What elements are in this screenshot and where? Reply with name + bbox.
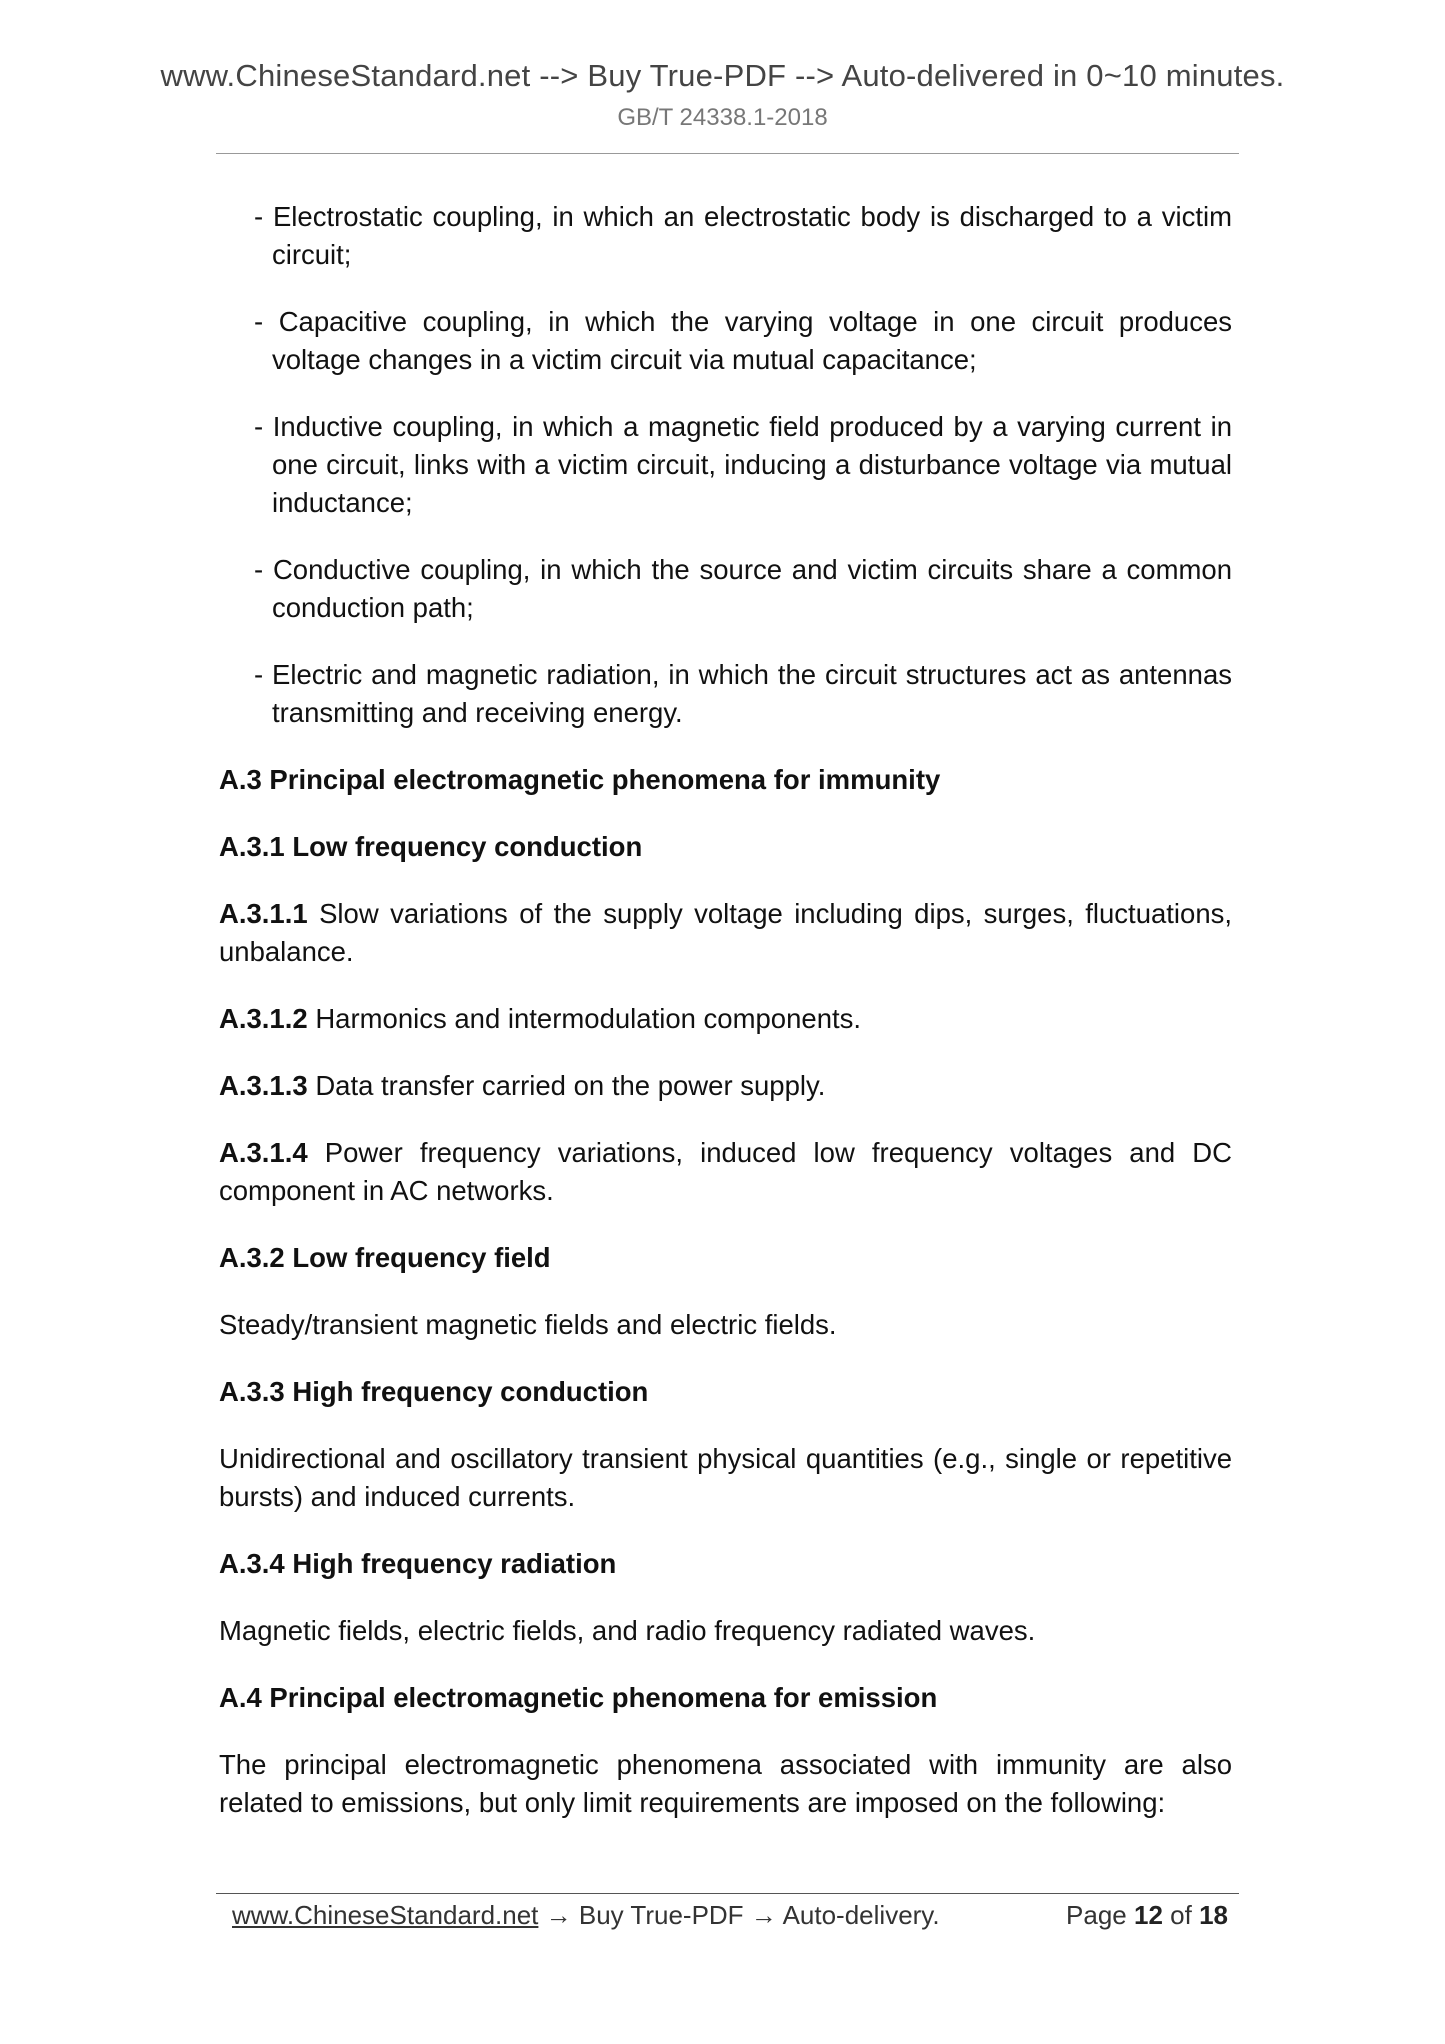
- bullet-conductive: - Conductive coupling, in which the source and victim circuits share a common conduction path;: [254, 554, 1232, 623]
- bullet-electrostatic: - Electrostatic coupling, in which an electrostatic body is discharged to a victim circuit;: [254, 201, 1232, 270]
- page-total: 18: [1199, 1900, 1228, 1930]
- page-label: Page: [1066, 1900, 1127, 1930]
- clause-a313: [219, 1067, 1232, 1105]
- heading-a31: A.3.1 Low frequency conduction: [219, 831, 643, 862]
- heading-a3: A.3 Principal electromagnetic phenomena for immunity: [219, 764, 941, 795]
- clause-a314: [219, 1134, 1232, 1210]
- standard-code: GB/T 24338.1-2018: [617, 104, 828, 131]
- clause-text: Data transfer carried on the power supply.: [315, 1070, 826, 1101]
- text-a33: Unidirectional and oscillatory transient physical quantities (e.g., single or repetitive bursts) and induced currents.: [219, 1443, 1232, 1512]
- footer-promo: [232, 1900, 940, 1931]
- clause-number: A.3.1.1: [219, 898, 308, 929]
- page-indicator: [1066, 1900, 1228, 1931]
- bullet-radiation: - Electric and magnetic radiation, in which the circuit structures act as antennas transmitting and receiving energy.: [254, 659, 1232, 728]
- footer-divider: [216, 1893, 1239, 1894]
- bullet-inductive: - Inductive coupling, in which a magnetic field produced by a varying current in one circuit, links with a victim circuit, inducing a disturbance voltage via mutual inductance;: [254, 411, 1232, 518]
- footer-link[interactable]: www.ChineseStandard.net: [232, 1900, 539, 1930]
- heading-a34: A.3.4 High frequency radiation: [219, 1548, 617, 1579]
- text-a4: The principal electromagnetic phenomena associated with immunity are also related to emissions, but only limit requirements are imposed on the following:: [219, 1749, 1232, 1818]
- bullet-capacitive: - Capacitive coupling, in which the varying voltage in one circuit produces voltage changes in a victim circuit via mutual capacitance;: [254, 306, 1232, 375]
- clause-a312: [219, 1000, 1232, 1038]
- heading-a4: A.4 Principal electromagnetic phenomena for emission: [219, 1682, 938, 1713]
- heading-a33: A.3.3 High frequency conduction: [219, 1376, 649, 1407]
- text-a34: Magnetic fields, electric fields, and radio frequency radiated waves.: [219, 1615, 1036, 1646]
- clause-number: A.3.1.4: [219, 1137, 308, 1168]
- clause-text: Slow variations of the supply voltage including dips, surges, fluctuations, unbalance.: [219, 898, 1233, 967]
- clause-text: Power frequency variations, induced low frequency voltages and DC component in AC networks.: [219, 1137, 1233, 1206]
- clause-number: A.3.1.3: [219, 1070, 308, 1101]
- page-body: [219, 198, 1232, 1851]
- text-a32: Steady/transient magnetic fields and electric fields.: [219, 1309, 837, 1340]
- page-number: 12: [1134, 1900, 1163, 1930]
- clause-number: A.3.1.2: [219, 1003, 308, 1034]
- clause-a311: [219, 895, 1232, 971]
- header-banner: www.ChineseStandard.net --> Buy True-PDF --> Auto-delivered in 0~10 minutes.: [160, 58, 1285, 93]
- clause-text: Harmonics and intermodulation components.: [315, 1003, 862, 1034]
- footer-promo-text: → Buy True-PDF → Auto-delivery.: [538, 1900, 940, 1930]
- header-divider: [216, 153, 1239, 154]
- heading-a32: A.3.2 Low frequency field: [219, 1242, 551, 1273]
- of-label: of: [1170, 1900, 1192, 1930]
